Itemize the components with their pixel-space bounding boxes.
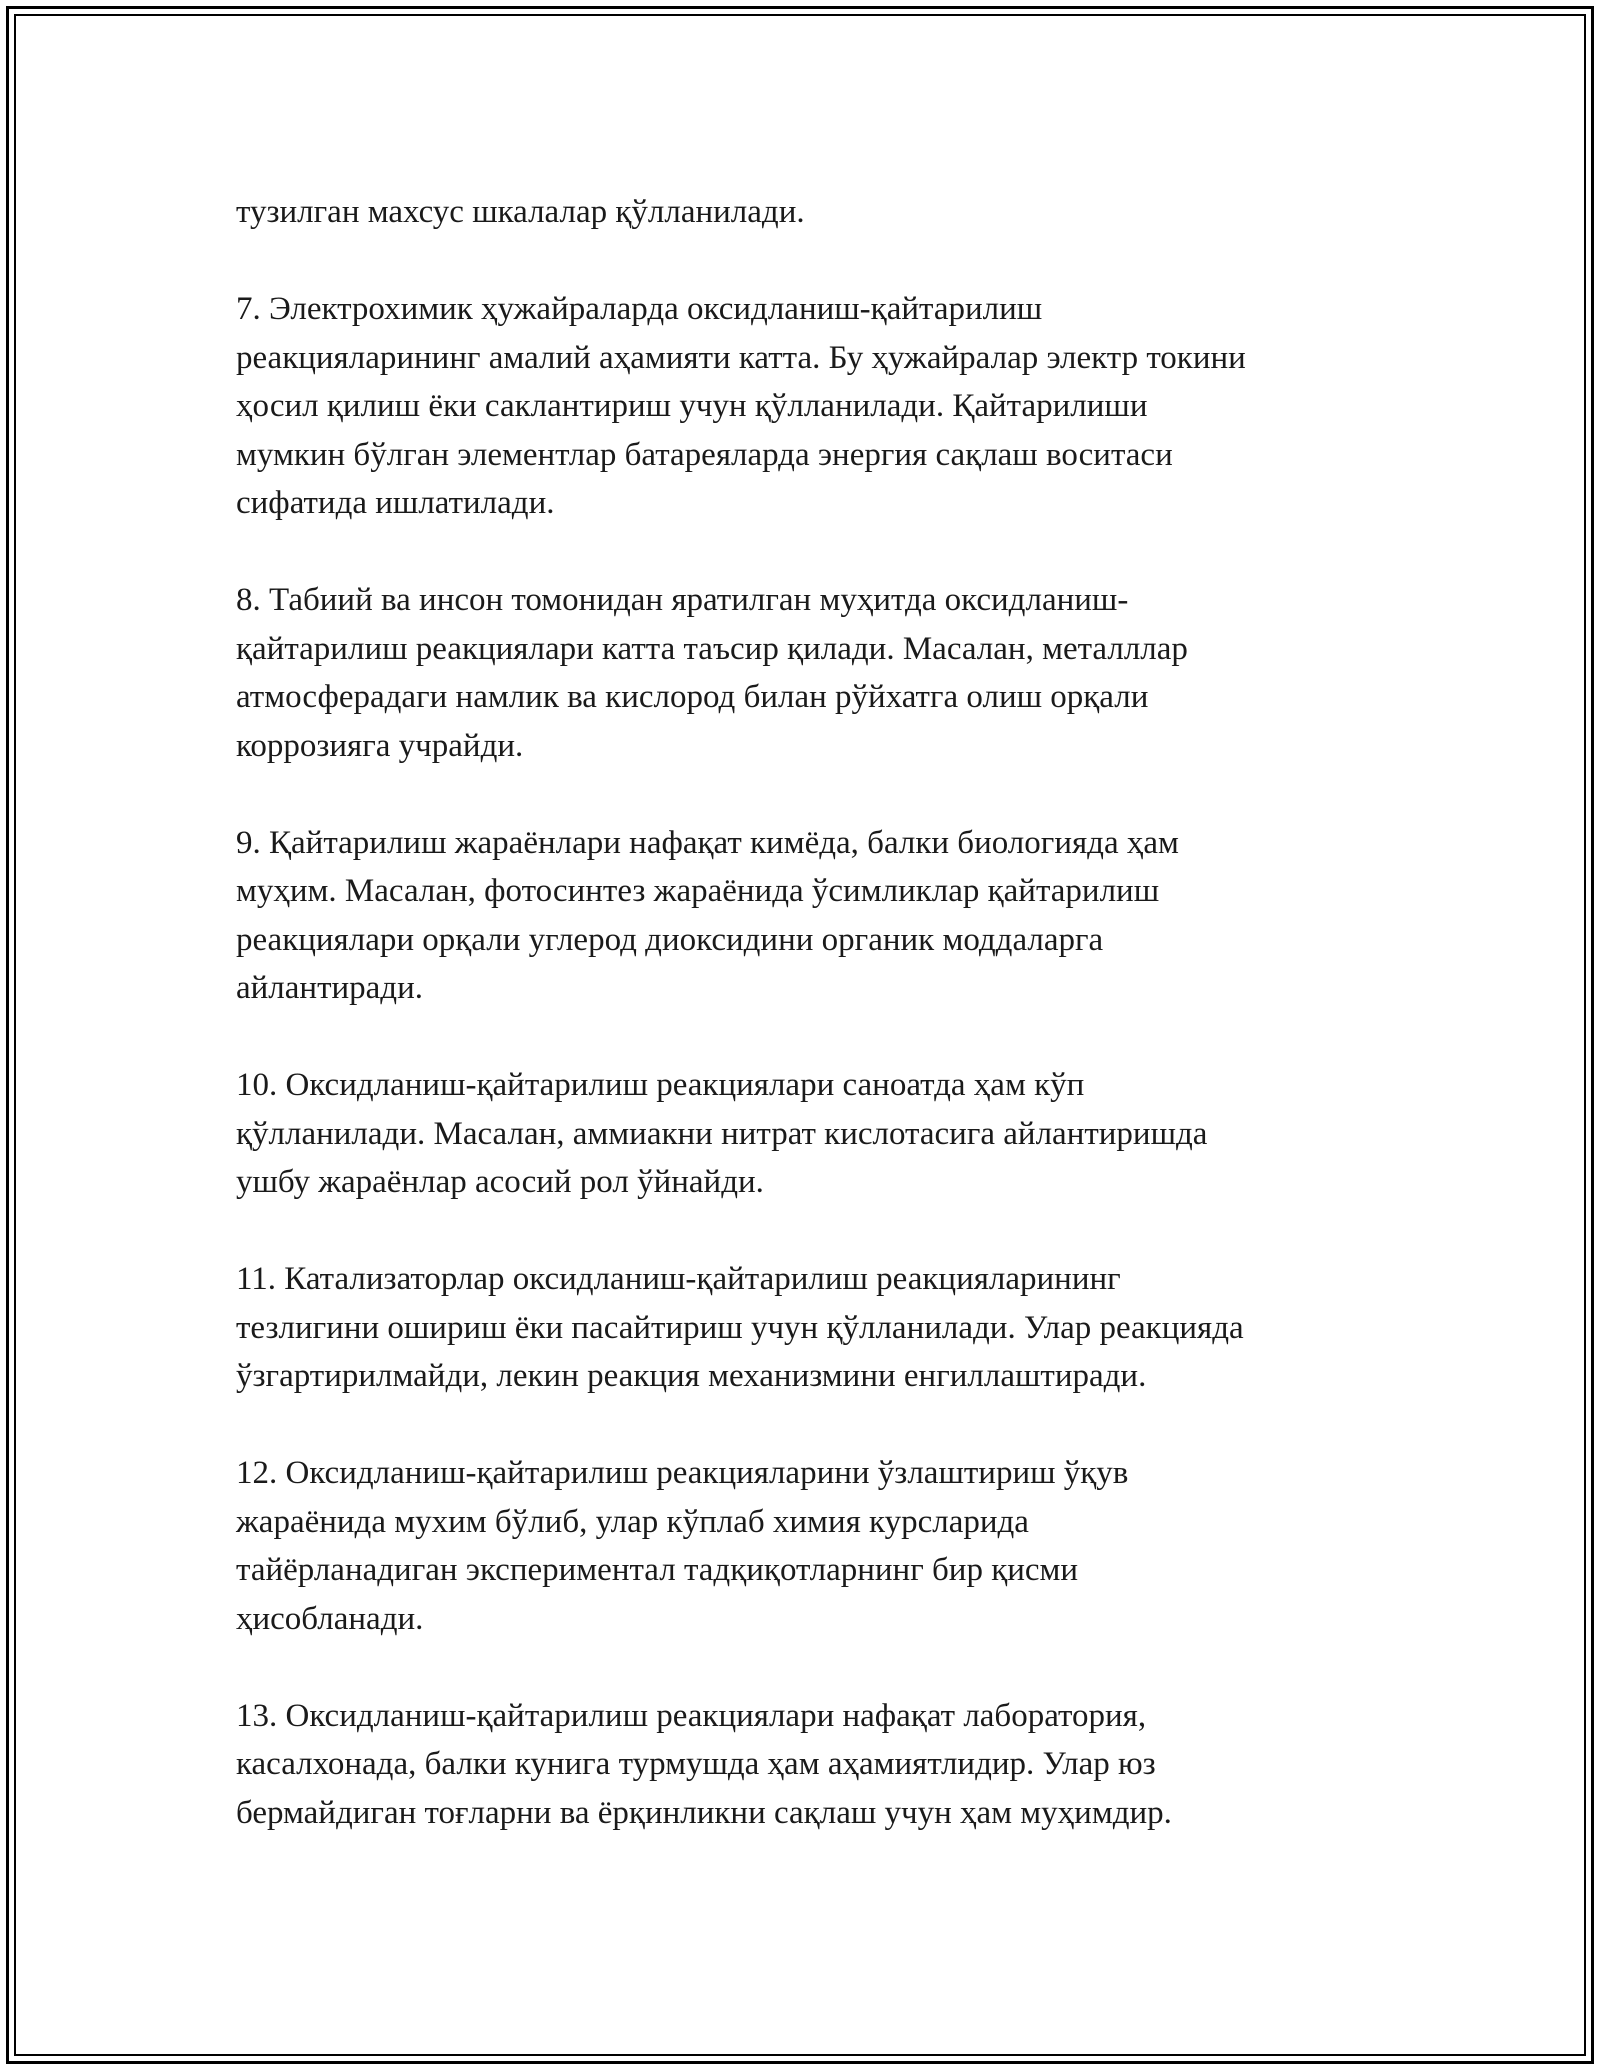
paragraph-12: 12. Оксидланиш-қайтарилиш реакцияларини ўзлаштириш ўқув жараёнида мухим бўлиб, улар кўплаб химия курсларида тайёрланадиган экспериментал тадқиқотларнинг бир қисми ҳисобланади. xyxy=(236,1455,1129,1637)
paragraph-9: 9. Қайтарилиш жараёнлари нафақат кимёда, балки биологияда ҳам муҳим. Масалан, фотосинтез жараёнида ўсимликлар қайтарилиш реакциялари орқали углерод диоксидини органик моддаларга айлантиради. xyxy=(236,824,1179,1006)
paragraph-10: 10. Оксидланиш-қайтарилиш реакциялари саноатда ҳам кўп қўлланилади. Масалан, аммиакни нитрат кислотасига айлантиришда ушбу жараёнлар асосий рол ўйнайди. xyxy=(236,1067,1208,1200)
document-body xyxy=(236,188,1416,1886)
paragraph-11: 11. Катализаторлар оксидланиш-қайтарилиш реакцияларининг тезлигини ошириш ёки пасайтириш учун қўлланилади. Улар реакцияда ўзгартирилмайди, лекин реакция механизмини енгиллаштиради. xyxy=(236,1261,1244,1394)
paragraph-8: 8. Табиий ва инсон томонидан яратилган муҳитда оксидланиш- қайтарилиш реакциялари катта таъсир қилади. Масалан, металллар атмосферадаги намлик ва кислород билан рўйхатга олиш орқали коррозияга учрайди. xyxy=(236,582,1188,764)
paragraph-13: 13. Оксидланиш-қайтарилиш реакциялари нафақат лаборатория, касалхонада, балки кунига турмушда ҳам аҳамиятлидир. Улар юз бермайдиган тоғларни ва ёрқинликни сақлаш учун ҳам муҳимдир. xyxy=(236,1697,1172,1831)
paragraph-continuation: тузилган махсус шкалалар қўлланилади. xyxy=(236,194,805,230)
paragraph-7: 7. Электрохимик ҳужайраларда оксидланиш-қайтарилиш реакцияларининг амалий аҳамияти катта. Бу ҳужайралар электр токини ҳосил қилиш ёки саклантириш учун қўлланилади. Қайтарилиши мумкин бўлган элементлар батареяларда энергия сақлаш воситаси сифатида ишлатилади. xyxy=(236,291,1246,521)
